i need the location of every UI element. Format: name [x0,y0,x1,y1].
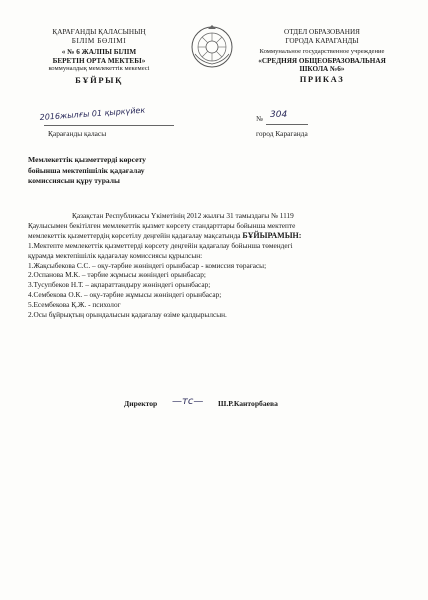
member-4: 4.Сембекова О.К. – оқу-тәрбие жұмысы жөніндегі орынбасар; [28,290,222,300]
number-prefix: № [256,115,263,123]
header-left-line1: ҚАРАҒАНДЫ ҚАЛАСЫНЫҢ [52,28,146,36]
member-2: 2.Оспанова М.К. – тәрбие жұмысы жөніндегі орынбасар; [28,270,206,280]
header-left [14,28,184,85]
signature-name: Ш.Р.Канторбаева [218,399,278,408]
header-right-line2: ГОРОДА КАРАГАНДЫ [285,36,359,45]
header-left-doc-type: БҰЙРЫҚ [75,74,123,85]
body-p1-line1: Қазақстан Республикасы Үкіметінің 2012 жылғы 31 тамыздағы № 1119 [72,211,294,220]
header-left-line4: БЕРЕТІН ОРТА МЕКТЕБІ» [52,56,146,65]
header-right-doc-type: ПРИКАЗ [299,73,345,84]
body-item1-line2: құрамда мектепішілік қадағалау комиссиясы құрылсын: [28,250,203,260]
state-emblem-icon [189,24,235,70]
signature-role: Директор [124,399,158,408]
header-right-city: город Караганда [256,129,308,138]
handwritten-date: 2016жылғы 01 қыркүйек [39,105,146,122]
header-left-line5: коммуналдық мемлекеттік мекемесі [48,65,150,73]
signature-mark: —тс— [172,396,204,407]
document-body [28,211,408,320]
body-p1-line3 [28,231,408,241]
body-item1-line1: 1.Мектепте мемлекеттік қызметтерді көрсету деңгейін қадағалау бойынша төмендегі [28,240,293,250]
date-underline [44,125,174,126]
body-p1-line3-text: мемлекеттік қызметтердің көрсетілу деңгейін қадағалау мақсатында [28,230,243,240]
body-order-word: БҰЙЫРАМЫН: [242,230,302,240]
header-right-line3: Коммунальное государственное учреждение [259,48,385,56]
title-line3: комиссиясын құру туралы [28,176,120,186]
document-title [28,155,248,187]
handwritten-number: 304 [270,110,288,120]
header-right-line1: ОТДЕЛ ОБРАЗОВАНИЯ [284,28,360,36]
member-1: 1.Жақсыбекова С.С. – оқу-тәрбие жөніндегі орынбасар - комиссия төрағасы; [28,260,267,270]
header-left-line3: « № 6 ЖАЛПЫ БІЛІМ [61,48,137,57]
header-right-line5: ШКОЛА №6» [299,65,345,74]
title-line2: бойынша мектепішілік қадағалау [28,165,145,175]
header-right-line4: «СРЕДНЯЯ ОБЩЕОБРАЗОВАЛЬНАЯ [258,56,386,65]
title-line1: Мемлекеттік қызметтерді көрсету [28,155,146,164]
header-left-line2: БІЛІМ БӨЛІМІ [71,36,127,45]
member-3: 3.Тусупбеков Н.Т. – ақпараттандыру жөніндегі орынбасар; [28,280,211,290]
body-p1-line2: Қаулысымен бекітілген мемлекеттік қызмет көрсету стандарттары бойынша мектепте [28,220,296,230]
number-underline [266,124,308,125]
body-item2: 2.Осы бұйрықтың орындалысын қадағалау өзіме қалдырылсын. [28,310,227,320]
header-right [232,28,412,84]
member-5: 5.Есембекова Қ.Ж. - психолог [28,300,121,310]
header-left-city: Қарағанды қаласы [48,129,107,138]
